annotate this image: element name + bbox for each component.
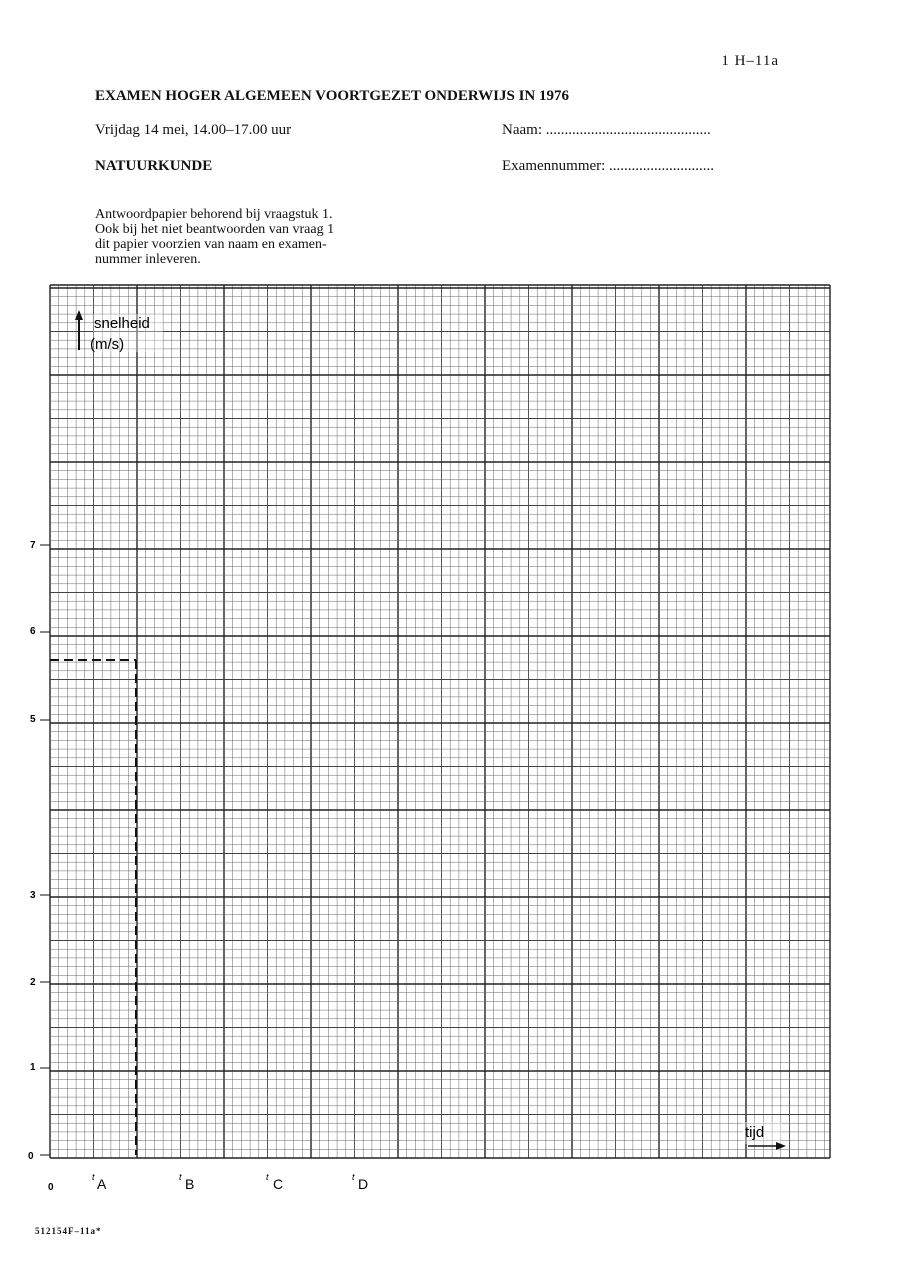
- svg-text:t: t: [266, 1172, 269, 1182]
- exam-subject: NATUURKUNDE: [95, 158, 213, 174]
- exam-number-field[interactable]: Examennummer: ............................: [502, 158, 715, 174]
- y-tick-label: 2: [30, 977, 36, 988]
- instructions: Antwoordpapier behorend bij vraagstuk 1. Ook bij het niet beantwoorden van vraag 1 dit papier voorzien van naam en examen- nummer inleveren.: [95, 207, 335, 267]
- x-axis-label: tijd: [745, 1124, 765, 1141]
- svg-text:B: B: [185, 1176, 195, 1192]
- x-tick-B: [179, 1172, 194, 1192]
- svg-text:D: D: [358, 1176, 369, 1192]
- y-axis-label: snelheid: [94, 315, 150, 332]
- x-tick-D: [352, 1172, 368, 1192]
- footer-code: 512154F–11a*: [35, 1226, 102, 1236]
- y-tick-label: 6: [30, 626, 36, 637]
- y-tick-label: 1: [30, 1062, 36, 1073]
- exam-date: Vrijdag 14 mei, 14.00–17.00 uur: [95, 122, 292, 138]
- y-tick-label: 7: [30, 540, 36, 551]
- y-tick-label: 3: [30, 890, 36, 901]
- name-field[interactable]: Naam: ............................................: [502, 122, 711, 138]
- svg-text:A: A: [97, 1176, 107, 1192]
- exam-code: 1 H–11a: [721, 53, 779, 69]
- svg-text:t: t: [92, 1172, 95, 1182]
- svg-text:t: t: [179, 1172, 182, 1182]
- exam-title: EXAMEN HOGER ALGEMEEN VOORTGEZET ONDERWIJS IN 1976: [95, 88, 570, 104]
- y-axis-unit: (m/s): [90, 336, 125, 353]
- y-tick-label: 5: [30, 714, 36, 725]
- svg-text:t: t: [352, 1172, 355, 1182]
- origin-label: 0: [48, 1182, 54, 1193]
- y-tick-label: 0: [28, 1151, 34, 1162]
- svg-text:C: C: [273, 1176, 284, 1192]
- x-tick-C: [266, 1172, 283, 1192]
- y-tick-marks: [40, 545, 50, 1155]
- grid-lines: [50, 285, 830, 1158]
- x-tick-A: [92, 1172, 107, 1192]
